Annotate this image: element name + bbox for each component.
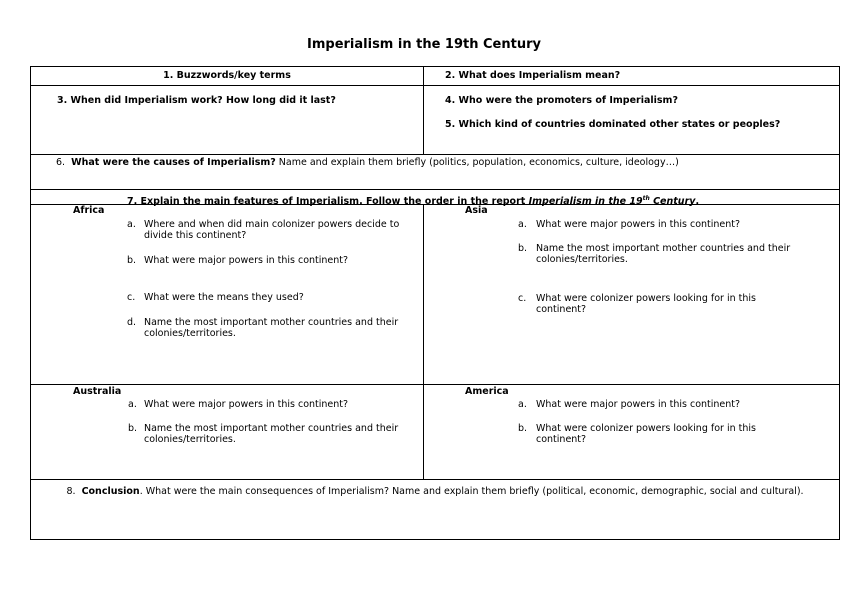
row-divider bbox=[31, 384, 839, 385]
row-divider bbox=[31, 189, 839, 190]
page-title: Imperialism in the 19th Century bbox=[307, 37, 541, 52]
region-africa: Africa bbox=[73, 205, 105, 216]
column-divider bbox=[423, 204, 424, 479]
question-8: 8. Conclusion. What were the main consequences of Imperialism? Name and explain them briefly (political, economic, demographic, social and cultural). bbox=[66, 486, 804, 497]
region-asia: Asia bbox=[465, 205, 488, 216]
row-divider bbox=[31, 154, 839, 155]
worksheet-table: 1. Buzzwords/key terms 2. What does Imperialism mean? 3. When did Imperialism work? How long did it last? 4. Who were the promoters of Imperialism? 5. Which kind of countries dominated other states or peoples? 6. What were the causes of Imperialism? Name and explain them briefly (politics, population, economics, culture, ideology…) 7. Explain the main features of Imperialism. Follow the order in the report Imperialism in the 19th Century. Africa a. Where and when did main colonizer powers decide to divide this continent? b. What were major powers in this continent? c. What were the means they used? d. Name the most important mother countries and their colonies/territories. Asia a. What were major powers in this continent? b. Name the most important mother countries and their colonies/territories. c. What were colonizer powers looking for in this continent? Australia a. What were major powers in this continent? b. Name the most important mother countries and their colonies/territories. America a. What were major powers in this continent? b. What were colonizer powers looking for in this continent? 8. Conclusion. What were the main consequences of Imperialism? Name and explain them briefly (political, economic, demographic, social and cultural). bbox=[30, 66, 840, 540]
question-3: 3. When did Imperialism work? How long did it last? bbox=[57, 95, 336, 106]
region-america: America bbox=[465, 386, 509, 397]
question-1: 1. Buzzwords/key terms bbox=[163, 70, 291, 81]
question-5: 5. Which kind of countries dominated other states or peoples? bbox=[445, 119, 781, 130]
question-6: 6. What were the causes of Imperialism? Name and explain them briefly (politics, population, economics, culture, ideology…) bbox=[56, 157, 679, 168]
region-australia: Australia bbox=[73, 386, 122, 397]
row-divider bbox=[31, 85, 839, 86]
question-4: 4. Who were the promoters of Imperialism? bbox=[445, 95, 678, 106]
question-7: 7. Explain the main features of Imperialism. Follow the order in the report Imperialism in the 19th Century. bbox=[127, 195, 700, 208]
row-divider bbox=[31, 479, 839, 480]
column-divider bbox=[423, 67, 424, 154]
question-2: 2. What does Imperialism mean? bbox=[445, 70, 621, 81]
